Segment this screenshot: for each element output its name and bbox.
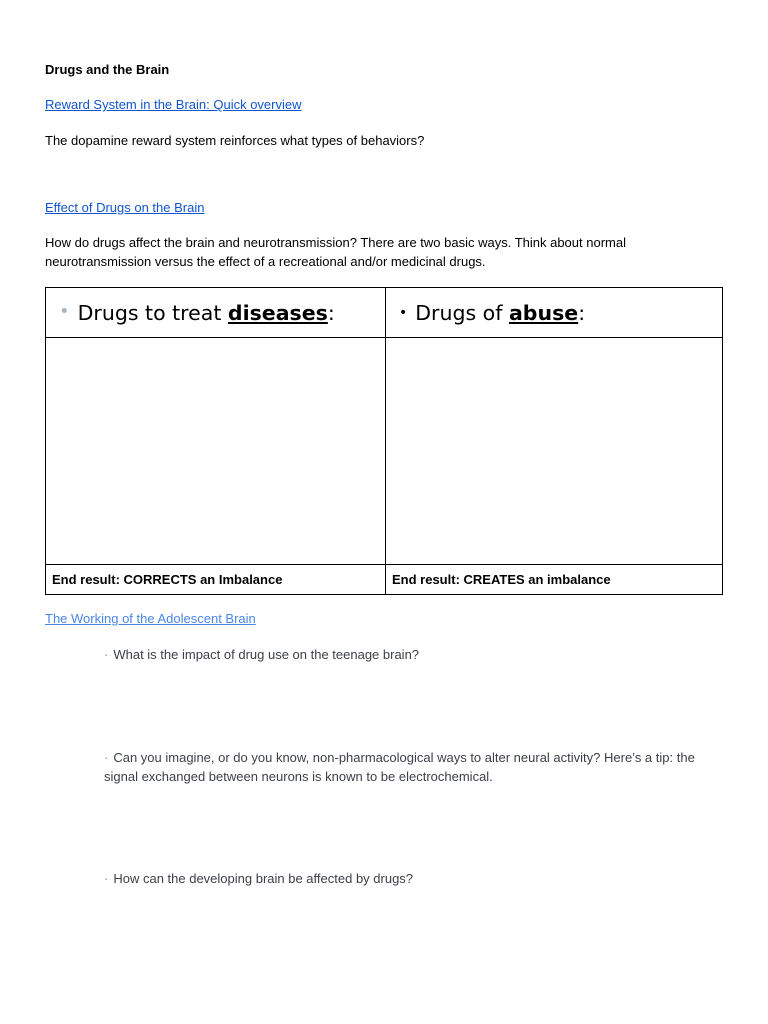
page-title: Drugs and the Brain xyxy=(45,62,170,77)
end-result-corrects: End result: CORRECTS an Imbalance xyxy=(52,572,283,587)
header-emphasis: abuse xyxy=(508,300,579,325)
reward-question: The dopamine reward system reinforces what types of behaviors? xyxy=(45,133,425,148)
effect-of-drugs-link[interactable]: Effect of Drugs on the Brain xyxy=(45,200,205,215)
end-result-creates: End result: CREATES an imbalance xyxy=(392,572,611,587)
header-drugs-to-treat-diseases xyxy=(59,288,335,337)
table-header-divider xyxy=(46,337,722,338)
adolescent-brain-link[interactable]: The Working of the Adolescent Brain xyxy=(45,611,256,626)
bullet-icon: · xyxy=(104,871,109,886)
neurotransmission-paragraph: How do drugs affect the brain and neurotransmission? There are two basic ways. Think about normal neurotransmission versus the effect of a recreational and/or medicinal drugs. xyxy=(45,235,626,269)
question-text: How can the developing brain be affected by drugs? xyxy=(113,871,414,886)
question-teenage-brain xyxy=(104,645,419,664)
bullet-icon: · xyxy=(104,750,109,765)
question-text: What is the impact of drug use on the teenage brain? xyxy=(113,647,420,662)
header-suffix: : xyxy=(578,300,586,325)
question-developing-brain xyxy=(104,869,413,888)
header-prefix: Drugs to treat xyxy=(77,300,228,325)
header-emphasis: diseases xyxy=(227,300,328,325)
reward-system-link[interactable]: Reward System in the Brain: Quick overview xyxy=(45,97,302,112)
bullet-icon: · xyxy=(104,647,109,662)
drugs-comparison-table xyxy=(45,287,723,595)
table-column-divider xyxy=(385,288,386,594)
header-prefix: Drugs of xyxy=(415,300,509,325)
bullet-icon: • xyxy=(399,304,408,321)
question-text: Can you imagine, or do you know, non-pharmacological ways to alter neural activity? Here’s a tip: the signal exchanged between neurons is known to be electrochemical. xyxy=(104,750,695,784)
bullet-icon: • xyxy=(59,301,70,322)
question-non-pharmacological xyxy=(104,748,719,786)
header-suffix: : xyxy=(327,300,335,325)
header-drugs-of-abuse xyxy=(399,288,585,337)
